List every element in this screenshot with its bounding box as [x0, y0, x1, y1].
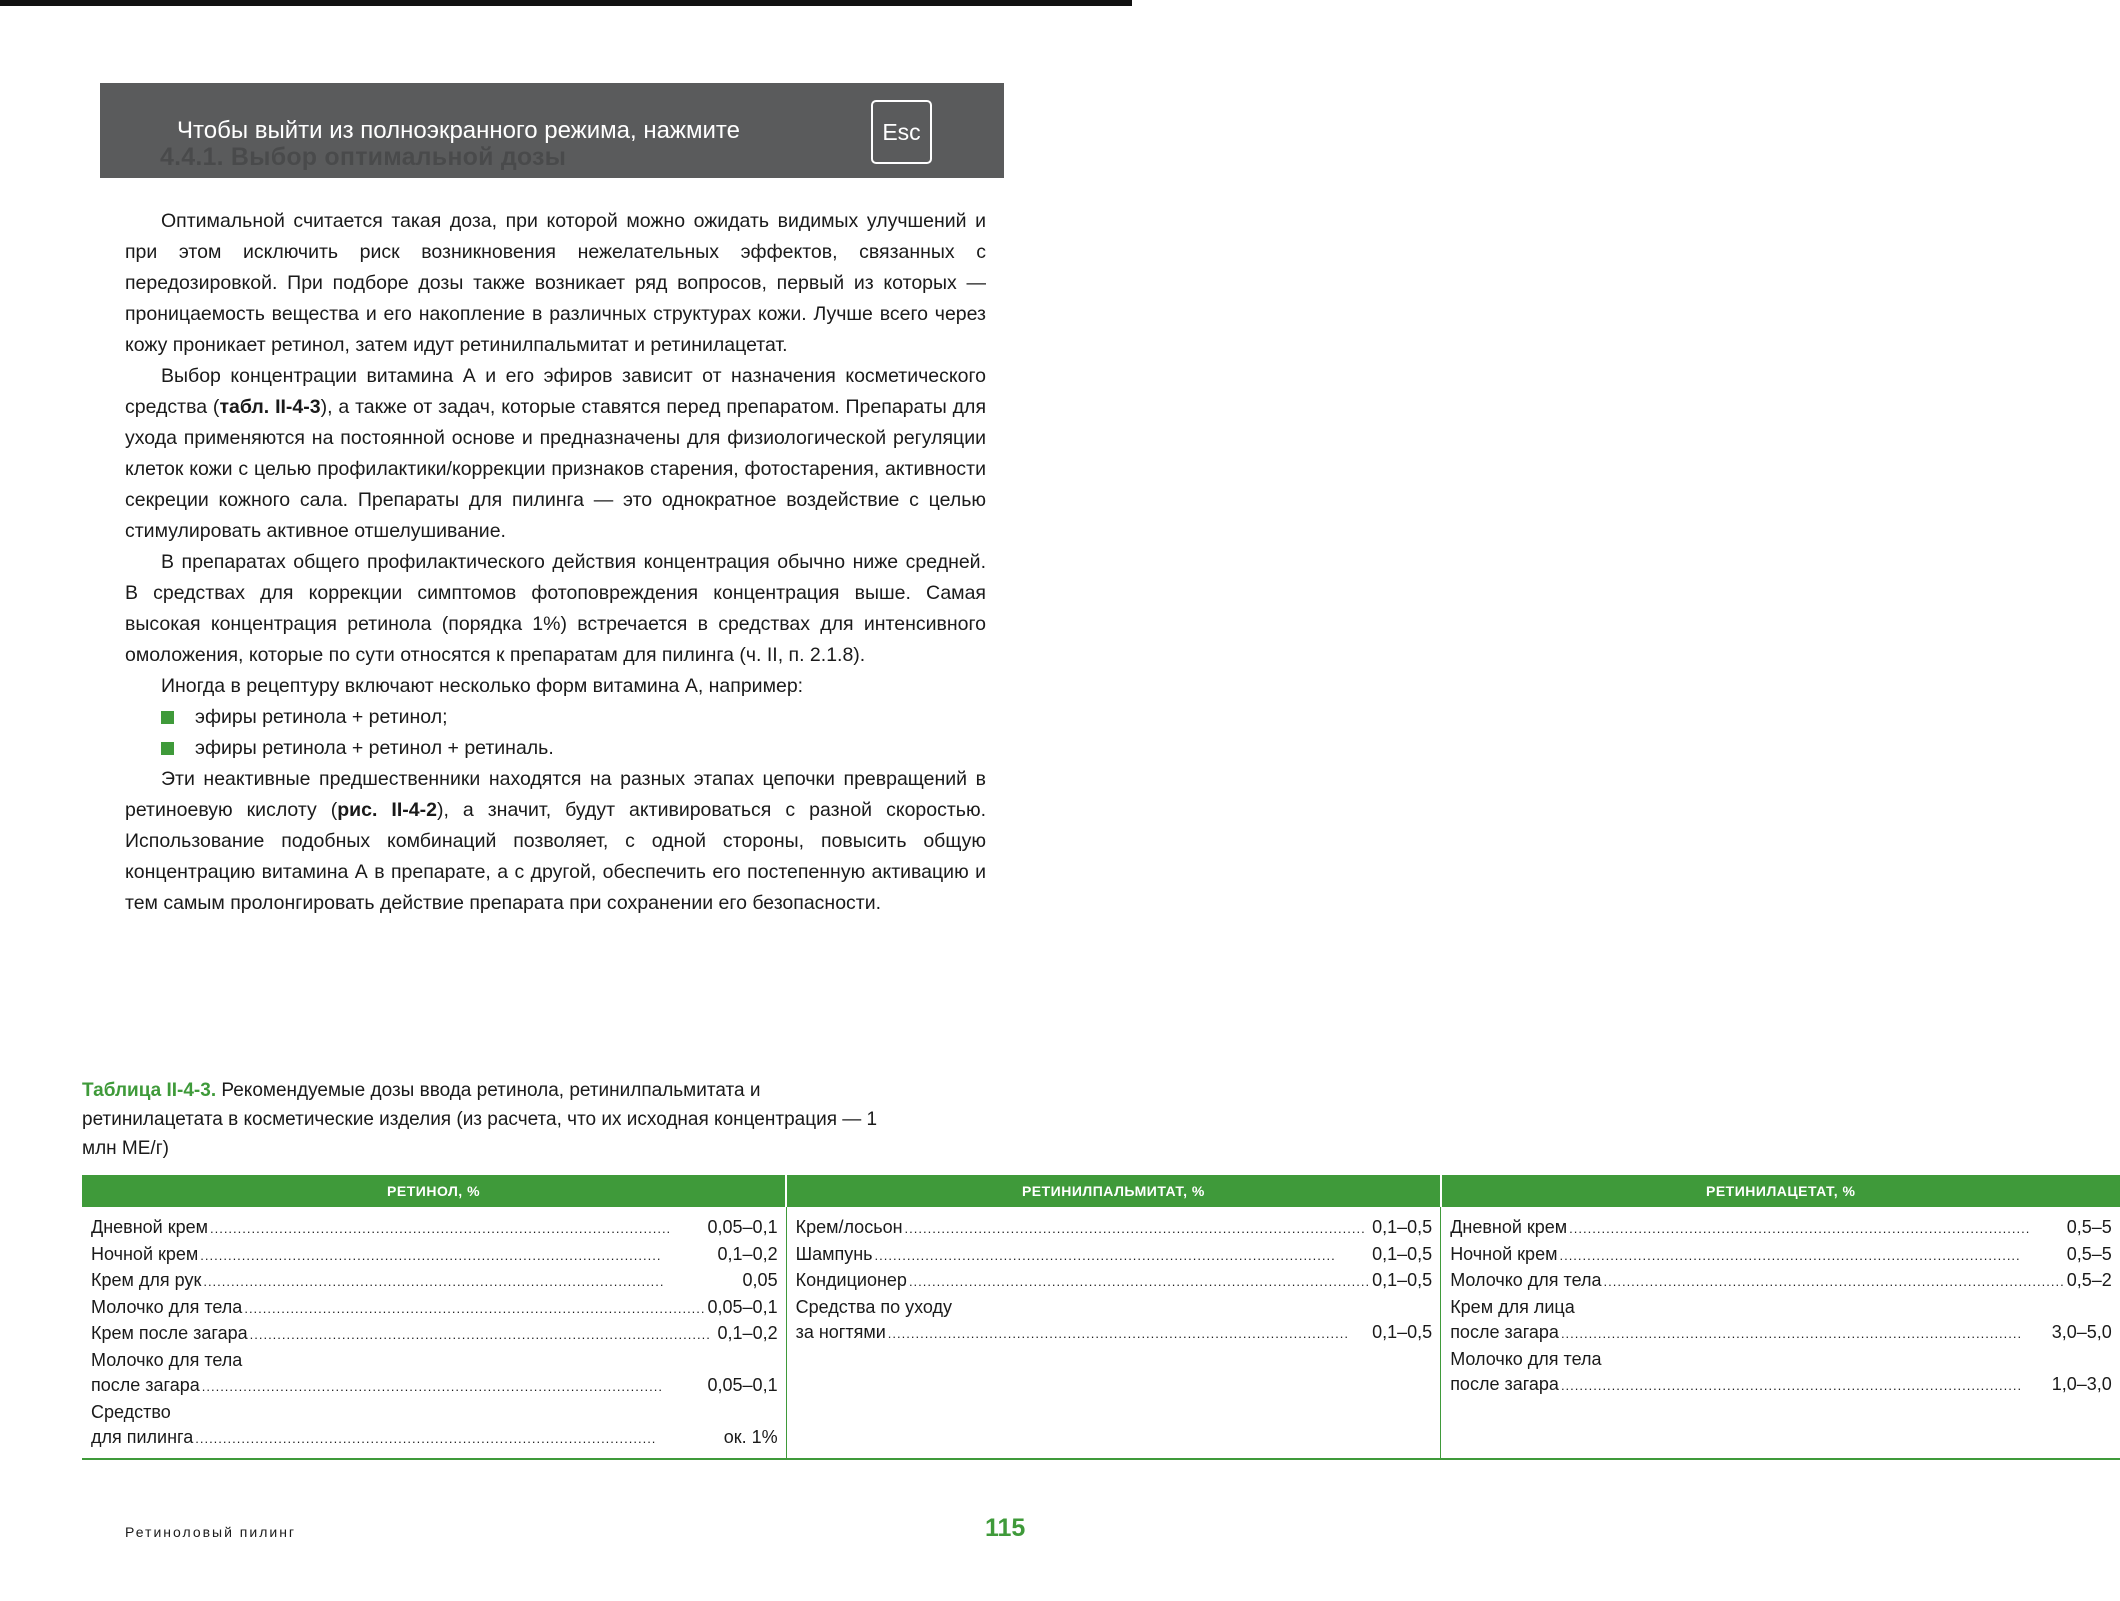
- bullet-list: [125, 702, 986, 764]
- header-retinyl-palmitate: РЕТИНИЛПАЛЬМИТАТ, %: [786, 1175, 1441, 1207]
- table-caption: [82, 1076, 902, 1163]
- table-entry: [91, 1400, 778, 1452]
- entry-value: 0,1–0,5: [1372, 1243, 1433, 1264]
- dot-leader: [202, 1373, 706, 1400]
- dot-leader: [1604, 1268, 2065, 1295]
- table-entry: [91, 1295, 778, 1322]
- entry-row: [91, 1373, 778, 1400]
- dot-leader: [244, 1295, 705, 1322]
- entry-name: Молочко для тела: [91, 1296, 243, 1317]
- dot-leader: [250, 1321, 716, 1348]
- entry-row: [1450, 1268, 2112, 1295]
- entry-row: [796, 1215, 1433, 1242]
- fullscreen-message: Чтобы выйти из полноэкранного режима, нажмите: [177, 117, 740, 144]
- entry-row: [796, 1320, 1433, 1347]
- entry-name-line: Средства по уходу: [795, 1296, 953, 1317]
- entry-name: Крем для рук: [91, 1270, 202, 1290]
- paragraph-4: Иногда в рецептуру включают несколько форм витамина А, например:: [161, 675, 804, 697]
- table-entry: [1450, 1242, 2112, 1269]
- entry-value: 0,1–0,2: [717, 1323, 778, 1343]
- entry-name: Крем после загара: [91, 1323, 248, 1343]
- table-entry: [796, 1215, 1433, 1242]
- entry-row: [1450, 1372, 2112, 1399]
- table-entry: [1450, 1268, 2112, 1295]
- table-entry: [91, 1348, 778, 1400]
- entry-value: 0,5–5: [2066, 1217, 2112, 1237]
- entry-name: за ногтями: [795, 1322, 886, 1342]
- entry-value: 0,1–0,5: [1372, 1322, 1433, 1342]
- entry-value: 0,1–0,5: [1372, 1270, 1433, 1290]
- page-number: 115: [985, 1514, 1026, 1542]
- entry-row: [91, 1268, 778, 1295]
- table-caption-label: Таблица II-4-3.: [82, 1080, 217, 1101]
- paragraph-3: В препаратах общего профилактического действия концентрация обычно ниже средней. В средствах для коррекции симптомов фотоповреждения концентрация выше. Самая высокая концентрация ретинола (порядка 1%) встречается в средствах для интенсивного омоложения, которые по сути относятся к препаратам для пилинга (ч. II, п. 2.1.8).: [125, 551, 986, 666]
- table-entry: [91, 1321, 778, 1348]
- dot-leader: [888, 1320, 1370, 1347]
- dot-leader: [1559, 1242, 2064, 1269]
- entry-name-line: Молочко для тела: [91, 1349, 243, 1370]
- column-retinyl-palmitate: [786, 1207, 1441, 1459]
- entry-value: 0,05–0,1: [707, 1375, 778, 1395]
- esc-key-hint[interactable]: Esc: [871, 100, 932, 164]
- paragraph-5: [125, 764, 986, 919]
- paragraph-2-text-a: Выбор концентрации витамина А и его эфиров зависит от назначения косметического средства (: [125, 365, 986, 418]
- entry-value: 0,1–0,2: [717, 1243, 778, 1264]
- entry-row: [91, 1242, 778, 1269]
- bullet-square-icon: [161, 711, 174, 724]
- entry-value: 1,0–3,0: [2051, 1374, 2112, 1394]
- entry-row: [796, 1242, 1433, 1269]
- entry-name: для пилинга: [91, 1427, 194, 1447]
- dose-table: [82, 1175, 2120, 1460]
- entry-name: Молочко для тела: [1450, 1270, 1602, 1290]
- entry-name: Ночной крем: [1450, 1243, 1558, 1264]
- paragraph-2: [125, 361, 986, 547]
- entry-value: 3,0–5,0: [2051, 1322, 2112, 1342]
- list-item: [161, 733, 986, 764]
- table-entry: [796, 1295, 1433, 1347]
- table-header-row: [82, 1175, 2120, 1207]
- entry-name: Крем/лосьон: [795, 1217, 903, 1237]
- dot-leader: [1569, 1215, 2065, 1242]
- table-reference: табл. II-4-3: [219, 396, 321, 418]
- entry-row: [1450, 1215, 2112, 1242]
- entry-row: [1450, 1242, 2112, 1269]
- entry-value: 0,05: [742, 1270, 778, 1290]
- table-entry: [91, 1242, 778, 1269]
- entry-row: [1450, 1320, 2112, 1347]
- entry-value: 0,1–0,5: [1372, 1217, 1433, 1237]
- dot-leader: [909, 1268, 1370, 1295]
- table-entry: [1450, 1215, 2112, 1242]
- table-entry: [796, 1242, 1433, 1269]
- top-bar: [0, 0, 1132, 6]
- dot-leader: [1561, 1372, 2050, 1399]
- entry-value: 0,05–0,1: [707, 1217, 778, 1237]
- entry-row: [91, 1295, 778, 1322]
- dot-leader: [200, 1242, 715, 1269]
- paragraph-5-text-a: Эти неактивные предшественники находятся на разных этапах цепочки превращений в ретиноевую кислоту (: [125, 768, 986, 821]
- entry-name: после загара: [1450, 1322, 1559, 1342]
- column-retinol: [82, 1207, 786, 1459]
- table-entry: [91, 1215, 778, 1242]
- entry-row: [91, 1425, 778, 1452]
- entry-name-line: Молочко для тела: [1450, 1348, 1602, 1369]
- figure-reference: рис. II-4-2: [337, 799, 437, 821]
- list-item-text: эфиры ретинола + ретинол + ретиналь.: [195, 737, 554, 759]
- entry-name: Кондиционер: [795, 1270, 907, 1290]
- list-item-text: эфиры ретинола + ретинол;: [195, 706, 448, 728]
- dot-leader: [203, 1268, 740, 1295]
- table-entry: [91, 1268, 778, 1295]
- column-retinyl-acetate: [1441, 1207, 2120, 1459]
- entry-name-line: Крем для лица: [1450, 1296, 1575, 1317]
- table-caption-text: Рекомендуемые дозы ввода ретинола, ретинилпальмитата и ретинилацетата в косметические изделия (из расчета, что их исходная концентрация — 1 млн МЕ/г): [82, 1080, 878, 1159]
- dot-leader: [1561, 1320, 2050, 1347]
- entry-value: 0,5–5: [2066, 1243, 2112, 1264]
- table-row: [82, 1207, 2120, 1459]
- entry-row: [91, 1215, 778, 1242]
- entry-name: Ночной крем: [91, 1243, 199, 1264]
- entry-name: после загара: [91, 1375, 200, 1395]
- table-entry: [1450, 1347, 2112, 1399]
- entry-name: после загара: [1450, 1374, 1559, 1394]
- paragraph-1: Оптимальной считается такая доза, при которой можно ожидать видимых улучшений и при этом исключить риск возникновения нежелательных эффектов, связанных с передозировкой. При подборе дозы также возникает ряд вопросов, первый из которых — проницаемость вещества и его накопление в различных структурах кожи. Лучше всего через кожу проникает ретинол, затем идут ретинилпальмитат и ретинилацетат.: [125, 210, 986, 356]
- entry-name-line: Средство: [91, 1401, 171, 1422]
- paragraph-2-text-b: ), а также от задач, которые ставятся перед препаратом. Препараты для ухода применяются на постоянной основе и предназначены для физиологической регуляции клеток кожи с целью профилактики/коррекции признаков старения, фотостарения, активности секреции кожного сала. Препараты для пилинга — это однократное воздействие с целью стимулировать активное отшелушивание.: [125, 396, 986, 542]
- body-text: [125, 206, 986, 919]
- entry-name: Дневной крем: [91, 1217, 208, 1237]
- dot-leader: [905, 1215, 1371, 1242]
- dot-leader: [195, 1425, 721, 1452]
- header-retinyl-acetate: РЕТИНИЛАЦЕТАТ, %: [1441, 1175, 2120, 1207]
- entry-name: Дневной крем: [1450, 1217, 1568, 1237]
- table-entry: [796, 1268, 1433, 1295]
- header-retinol: РЕТИНОЛ, %: [82, 1175, 786, 1207]
- entry-name: Шампунь: [795, 1243, 873, 1264]
- entry-row: [796, 1268, 1433, 1295]
- dot-leader: [210, 1215, 706, 1242]
- entry-value: 0,5–2: [2066, 1270, 2112, 1290]
- entry-value: 0,05–0,1: [707, 1296, 778, 1317]
- bullet-square-icon: [161, 742, 174, 755]
- entry-value: ок. 1%: [723, 1427, 778, 1447]
- entry-row: [91, 1321, 778, 1348]
- table-entry: [1450, 1295, 2112, 1347]
- dot-leader: [875, 1242, 1371, 1269]
- list-item: [161, 702, 986, 733]
- paragraph-5-text-b: ), а значит, будут активироваться с разной скоростью. Использование подобных комбинаций позволяет, с одной стороны, повысить общую концентрацию витамина А в препарате, а с другой, обеспечить его постепенную активацию и тем самым пролонгировать действие препарата при сохранении его безопасности.: [125, 799, 986, 914]
- running-title: Ретиноловый пилинг: [125, 1524, 297, 1540]
